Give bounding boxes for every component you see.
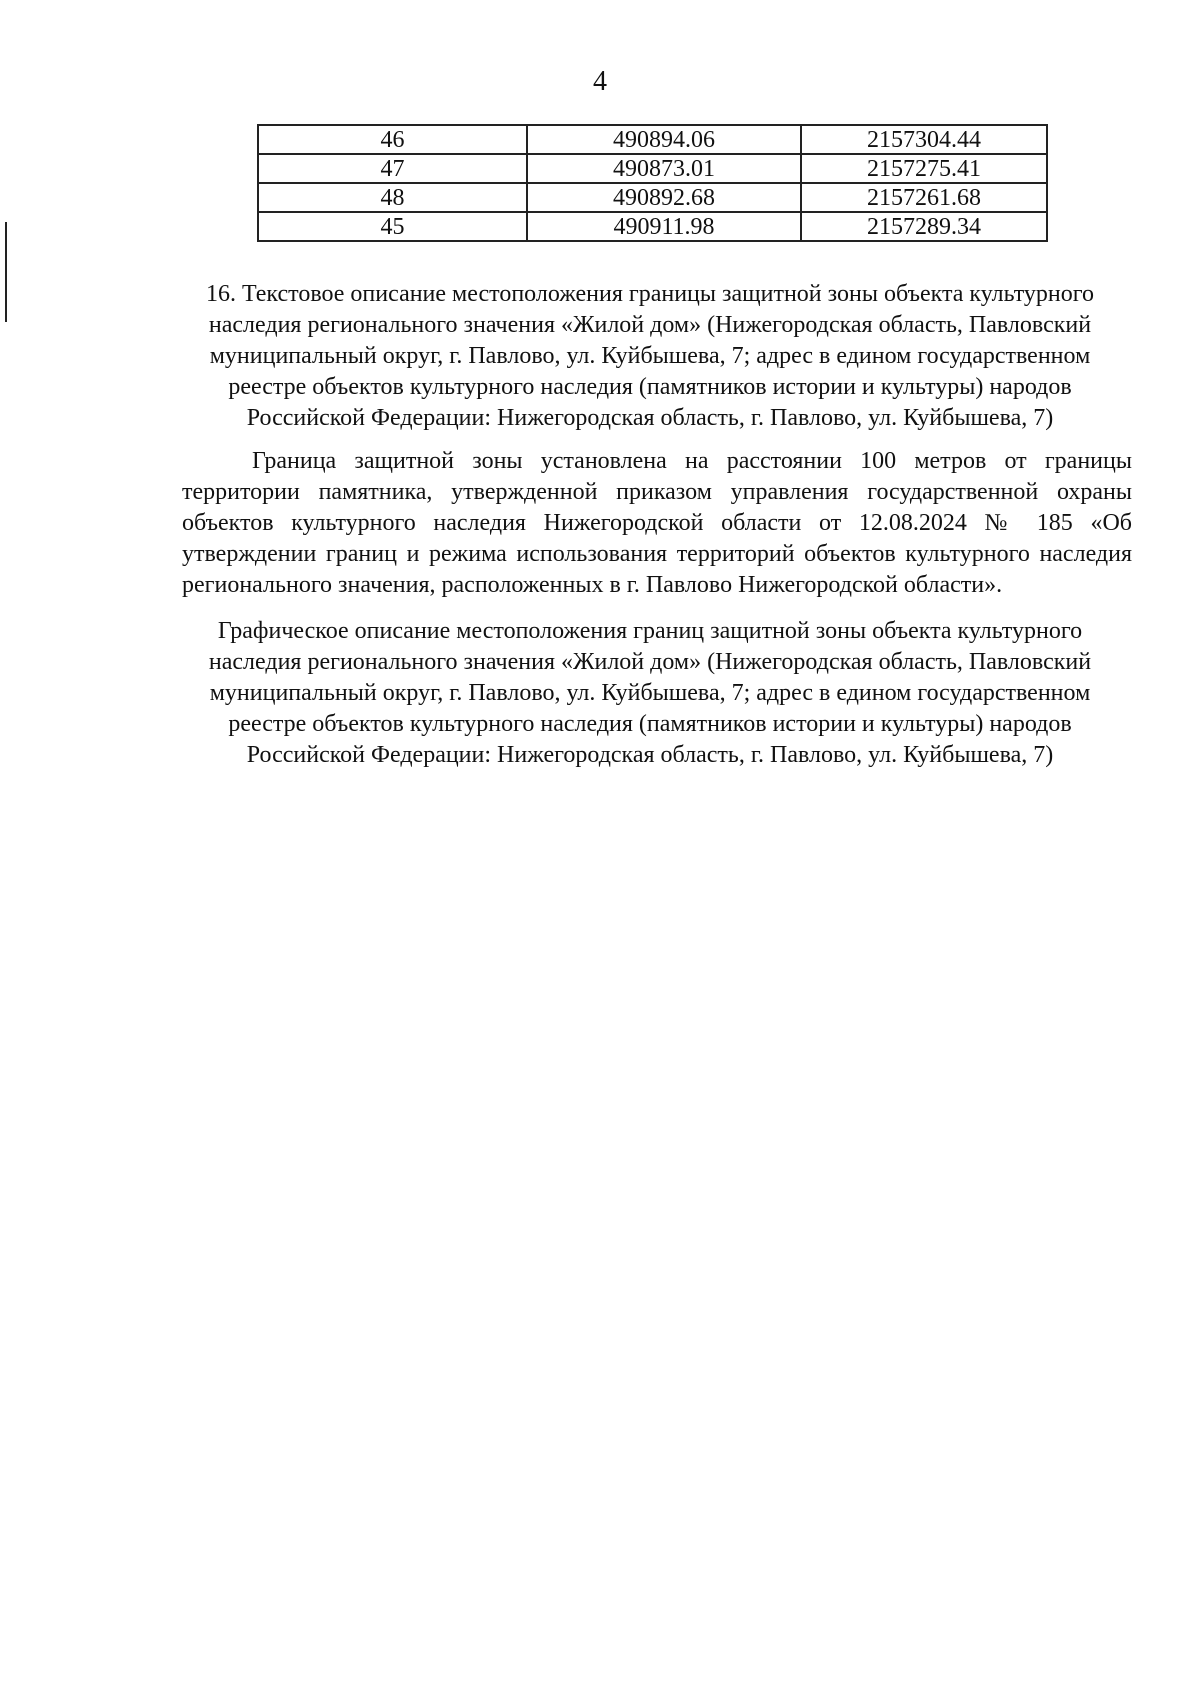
- table-row: [258, 154, 1047, 183]
- x-coordinate-cell: 490894.06: [527, 125, 801, 154]
- paragraph-line: регионального значения, расположенных в г. Павлово Нижегородской области».: [182, 572, 1003, 598]
- table-row: [258, 212, 1047, 241]
- heading-line: реестре объектов культурного наследия (памятников истории и культуры) народов: [228, 711, 1072, 737]
- x-coordinate-cell: 490873.01: [527, 154, 801, 183]
- paragraph-line: объектов культурного наследия Нижегородской области от 12.08.2024 № 185 «Об: [182, 510, 1132, 536]
- y-coordinate-cell: 2157289.34: [801, 212, 1047, 241]
- table-row: [258, 125, 1047, 154]
- graphic-description-heading: [180, 616, 1120, 771]
- coordinates-table: [257, 124, 1048, 242]
- y-coordinate-cell: 2157304.44: [801, 125, 1047, 154]
- point-number-cell: 46: [258, 125, 527, 154]
- y-coordinate-cell: 2157261.68: [801, 183, 1047, 212]
- x-coordinate-cell: 490911.98: [527, 212, 801, 241]
- heading-line: наследия регионального значения «Жилой дом» (Нижегородская область, Павловский: [208, 649, 1092, 675]
- heading-line: 16. Текстовое описание местоположения границы защитной зоны объекта культурного: [206, 281, 1094, 307]
- x-coordinate-cell: 490892.68: [527, 183, 801, 212]
- point-number-cell: 47: [258, 154, 527, 183]
- point-number-cell: 45: [258, 212, 527, 241]
- boundary-description-paragraph: [182, 446, 1132, 601]
- paragraph-line: территории памятника, утвержденной приказом управления государственной охраны: [182, 479, 1132, 505]
- table-row: [258, 183, 1047, 212]
- point-number-cell: 48: [258, 183, 527, 212]
- heading-line: Графическое описание местоположения границ защитной зоны объекта культурного: [217, 618, 1083, 644]
- paragraph-line: Граница защитной зоны установлена на расстоянии 100 метров от границы: [252, 448, 1132, 474]
- heading-line: муниципальный округ, г. Павлово, ул. Куйбышева, 7; адрес в едином государственном: [209, 680, 1091, 706]
- heading-line: муниципальный округ, г. Павлово, ул. Куйбышева, 7; адрес в едином государственном: [209, 343, 1091, 369]
- page-number: 4: [593, 66, 607, 97]
- margin-revision-bar: [5, 222, 7, 322]
- paragraph-line: утверждении границ и режима использования территорий объектов культурного наследия: [182, 541, 1132, 567]
- y-coordinate-cell: 2157275.41: [801, 154, 1047, 183]
- heading-line: наследия регионального значения «Жилой дом» (Нижегородская область, Павловский: [208, 312, 1092, 338]
- heading-line: реестре объектов культурного наследия (памятников истории и культуры) народов: [228, 374, 1072, 400]
- section-16-heading: [180, 279, 1120, 434]
- heading-line: Российской Федерации: Нижегородская область, г. Павлово, ул. Куйбышева, 7): [246, 405, 1054, 431]
- heading-line: Российской Федерации: Нижегородская область, г. Павлово, ул. Куйбышева, 7): [246, 742, 1054, 768]
